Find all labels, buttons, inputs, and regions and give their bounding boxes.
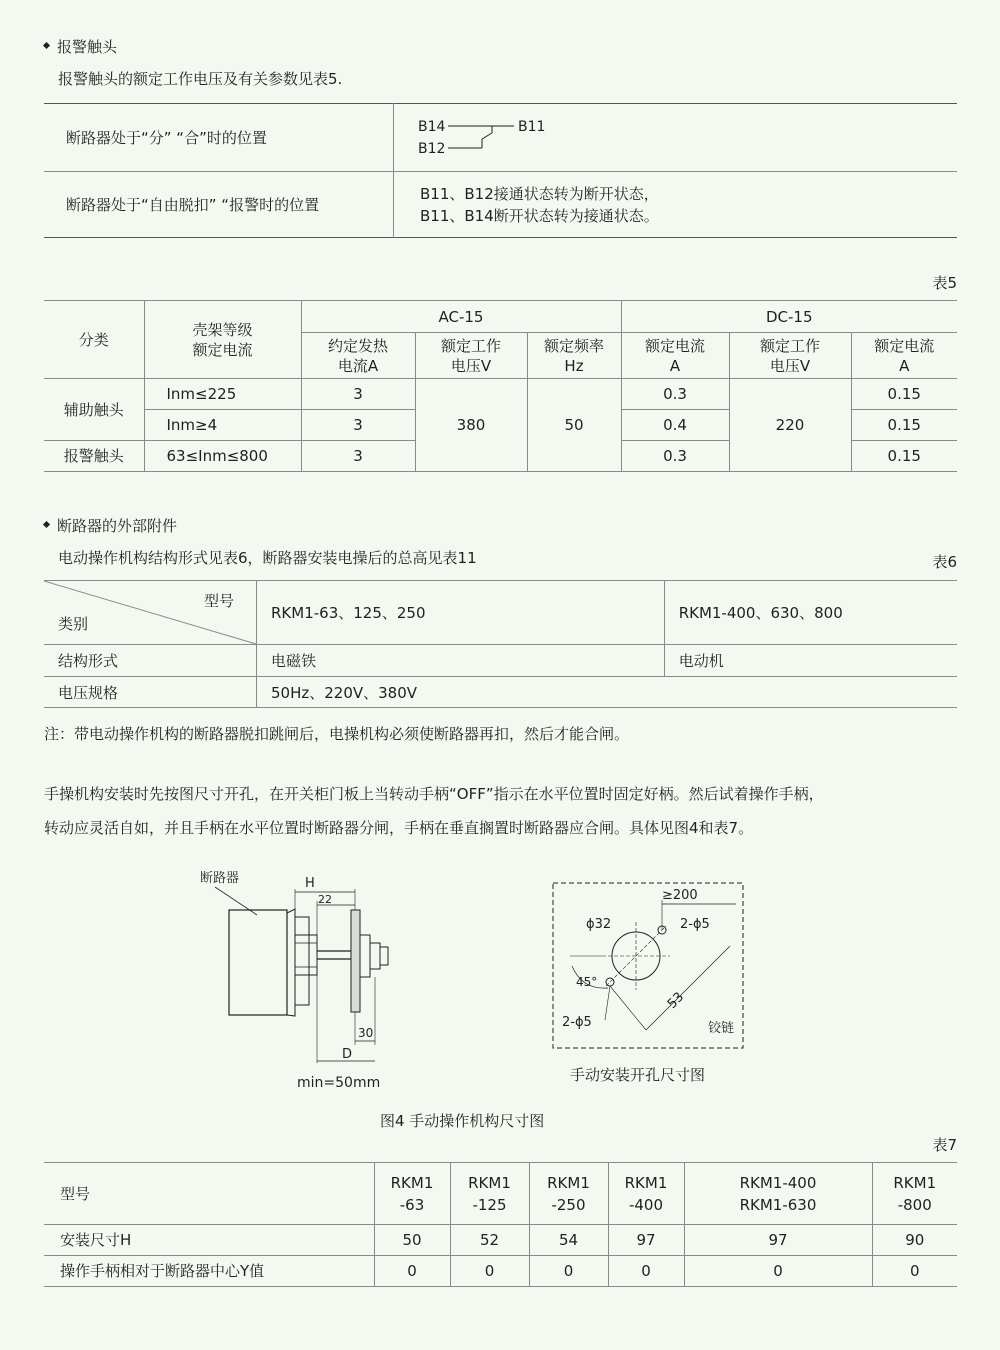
- model-line1: RKM1: [624, 1173, 668, 1192]
- thermal-cell: 3: [301, 410, 415, 441]
- header-ac-voltage: [415, 333, 527, 379]
- b14-label: B14: [418, 118, 446, 135]
- h-cell: 52: [450, 1225, 529, 1256]
- y-cell: 0: [684, 1256, 872, 1287]
- bullet-icon: [43, 42, 50, 49]
- h-cell: 97: [608, 1225, 684, 1256]
- frame-cell: Inm≥4: [144, 410, 301, 441]
- y-cell: 0: [529, 1256, 608, 1287]
- b12-label: B12: [418, 140, 446, 157]
- alarm-contact-label: 报警触头: [44, 441, 144, 472]
- dim-200-label: ≥200: [662, 888, 698, 903]
- h-line1: 额定电流: [874, 336, 935, 355]
- table7: [44, 1162, 957, 1287]
- table6: [44, 580, 957, 708]
- header-ac-frequency: [527, 333, 621, 379]
- table5: [44, 300, 957, 472]
- model-line1: RKM1-400: [739, 1173, 817, 1192]
- header-frame-line1: 壳架等级: [192, 320, 253, 339]
- model-col-1: RKM1-63、125、250: [257, 581, 665, 645]
- dc-current2-cell: 0.15: [851, 410, 957, 441]
- header-ac-thermal: [301, 333, 415, 379]
- dim-h-label: H: [305, 876, 315, 891]
- corner-header: [44, 581, 257, 645]
- dc-voltage-cell: 220: [729, 379, 851, 472]
- cutout-caption: 手动安装开孔尺寸图: [570, 1066, 706, 1084]
- aux-contact-label: 辅助触头: [44, 379, 144, 441]
- table-header-row: [44, 581, 957, 645]
- model-line2: -125: [472, 1195, 507, 1214]
- ac-frequency-cell: 50: [527, 379, 621, 472]
- model-line1: RKM1: [390, 1173, 434, 1192]
- h-line1: 额定电流: [644, 336, 705, 355]
- table-row: [44, 677, 957, 708]
- h-cell: 90: [872, 1225, 957, 1256]
- hole-2phi5-upper-label: 2-ϕ5: [680, 917, 710, 932]
- header-frame-line2: 额定电流: [192, 340, 253, 359]
- h-line2: 电压V: [769, 356, 811, 375]
- model-col-2: RKM1-400、630、800: [664, 581, 957, 645]
- model-line1: RKM1: [547, 1173, 590, 1192]
- open-close-position-label: 断路器处于“分” “合”时的位置: [44, 104, 394, 172]
- dim-phi32-label: ϕ32: [586, 917, 612, 932]
- table-header-row: [44, 301, 957, 333]
- dc-current-cell: 0.3: [621, 441, 729, 472]
- model-cell: [684, 1163, 872, 1225]
- handle-side-view-drawing: [195, 865, 415, 1095]
- h-line1: 额定工作: [759, 336, 820, 355]
- corner-model-label: 型号: [204, 592, 235, 610]
- leader-line: [605, 986, 610, 1020]
- cutout-dimension-drawing: [550, 880, 750, 1090]
- trip-alarm-position-label: 断路器处于“自由脱扣” “报警时的位置: [44, 172, 394, 238]
- handle-tip: [380, 947, 388, 965]
- model-cell: [450, 1163, 529, 1225]
- table-row: [44, 1225, 957, 1256]
- header-category: 分类: [44, 301, 144, 379]
- hole-2phi5-lower-label: 2-ϕ5: [562, 1015, 592, 1030]
- note-text: 注：带电动操作机构的断路器脱扣跳闸后，电操机构必须使断路器再扣，然后才能合闸。: [44, 725, 630, 743]
- diagonal-line: [44, 581, 256, 644]
- table-row: [44, 104, 957, 172]
- header-dc-current: [621, 333, 729, 379]
- model-line2: RKM1-630: [739, 1195, 817, 1214]
- model-line2: -250: [551, 1195, 586, 1214]
- table5-number: 表5: [932, 274, 957, 292]
- h-line1: 额定工作: [440, 336, 501, 355]
- dc-current2-cell: 0.15: [851, 441, 957, 472]
- dc-current-cell: 0.4: [621, 410, 729, 441]
- corner-category-label: 类别: [58, 615, 89, 633]
- h-cell: 50: [374, 1225, 450, 1256]
- h-cell: 54: [529, 1225, 608, 1256]
- leader-line: [215, 887, 257, 915]
- door-panel: [351, 910, 360, 1012]
- switch-blade: [482, 133, 492, 139]
- hinge-label: 铰链: [708, 1021, 735, 1036]
- contact-diagram: [418, 115, 618, 165]
- h-line2: Hz: [564, 356, 584, 375]
- ac-voltage-cell: 380: [415, 379, 527, 472]
- dim-30-label: 30: [358, 1026, 374, 1040]
- trip-alarm-description: [394, 172, 958, 238]
- y-cell: 0: [374, 1256, 450, 1287]
- breaker-label: 断路器: [200, 871, 240, 886]
- structure-label: 结构形式: [44, 645, 257, 677]
- h-line1: 额定频率: [543, 336, 604, 355]
- frame-cell: Inm≤225: [144, 379, 301, 410]
- frame-cell: 63≤Inm≤800: [144, 441, 301, 472]
- figure4-caption: 图4 手动操作机构尺寸图: [380, 1112, 545, 1130]
- manual-text-line1: 手操机构安装时先按图尺寸开孔，在开关柜门板上当转动手柄“OFF”指示在水平位置时固定好柄。然后试着操作手柄，: [44, 785, 824, 803]
- dim-22-label: 22: [318, 893, 332, 906]
- structure-col-2: 电动机: [664, 645, 957, 677]
- header-frame: [144, 301, 301, 379]
- manual-text-line2: 转动应灵活自如，并且手柄在水平位置时断路器分闸，手柄在垂直搁置时断路器应合闸。具体见图4和表7。: [44, 819, 754, 837]
- model-line2: -400: [628, 1195, 664, 1214]
- model-cell: [374, 1163, 450, 1225]
- table-row: [44, 645, 957, 677]
- b11-label: B11: [518, 118, 546, 135]
- mechanism-block: [295, 935, 317, 975]
- model-line1: RKM1: [893, 1173, 937, 1192]
- voltage-value: 50Hz、220V、380V: [257, 677, 958, 708]
- description-line-1: B11、B12接通状态转为断开状态，: [420, 184, 659, 203]
- model-cell: [529, 1163, 608, 1225]
- h-line2: 电压V: [450, 356, 492, 375]
- dim-d-label: D: [342, 1047, 353, 1062]
- external-accessories-intro: 电动操作机构结构形式见表6，断路器安装电操后的总高见表11: [58, 549, 477, 567]
- contact-position-table: [44, 103, 957, 238]
- dc-current-cell: 0.3: [621, 379, 729, 410]
- y-cell: 0: [872, 1256, 957, 1287]
- y-cell: 0: [608, 1256, 684, 1287]
- table-row: [44, 1256, 957, 1287]
- breaker-flange: [287, 909, 295, 1016]
- table7-number: 表7: [932, 1136, 957, 1154]
- model-line2: -800: [897, 1195, 932, 1214]
- description-line-2: B11、B14断开状态转为接通状态。: [420, 206, 659, 225]
- breaker-body: [229, 910, 287, 1015]
- corner-diagonal: [44, 581, 256, 644]
- y-cell: 0: [450, 1256, 529, 1287]
- model-cell: [872, 1163, 957, 1225]
- alarm-contact-heading: 报警触头: [44, 36, 117, 57]
- contact-diagram-cell: [394, 104, 958, 172]
- header-model: 型号: [44, 1163, 374, 1225]
- adapter-block: [295, 917, 309, 1005]
- h-line2: A: [899, 356, 910, 375]
- h-line2: A: [669, 356, 681, 375]
- h-line1: 约定发热: [327, 336, 388, 355]
- ext-line: [610, 986, 646, 1030]
- header-dc-voltage: [729, 333, 851, 379]
- handle-knob: [370, 943, 380, 969]
- handle-y-label: 操作手柄相对于断路器中心Y值: [44, 1256, 374, 1287]
- h-line2: 电流A: [337, 356, 379, 375]
- header-dc-current-2: [851, 333, 957, 379]
- table6-number: 表6: [932, 553, 957, 571]
- external-accessories-heading: 断路器的外部附件: [44, 515, 177, 536]
- table-row: [44, 172, 957, 238]
- handle-base: [360, 935, 370, 977]
- bullet-icon: [43, 521, 50, 528]
- dim-53-label: 53: [664, 989, 688, 1012]
- header-ac15: AC-15: [301, 301, 621, 333]
- voltage-label: 电压规格: [44, 677, 257, 708]
- model-cell: [608, 1163, 684, 1225]
- model-line2: -63: [399, 1195, 425, 1214]
- table-header-row: [44, 1163, 957, 1225]
- structure-col-1: 电磁铁: [257, 645, 665, 677]
- thermal-cell: 3: [301, 441, 415, 472]
- dc-current2-cell: 0.15: [851, 379, 957, 410]
- thermal-cell: 3: [301, 379, 415, 410]
- install-h-label: 安装尺寸H: [44, 1225, 374, 1256]
- h-cell: 97: [684, 1225, 872, 1256]
- header-dc15: DC-15: [621, 301, 957, 333]
- dim-53-line: [646, 946, 730, 1030]
- table-row: [44, 379, 957, 410]
- model-line1: RKM1: [468, 1173, 511, 1192]
- angle-45-label: 45°: [576, 975, 598, 989]
- alarm-contact-intro: 报警触头的额定工作电压及有关参数见表5.: [58, 70, 343, 88]
- min-50mm-label: min=50mm: [297, 1075, 381, 1091]
